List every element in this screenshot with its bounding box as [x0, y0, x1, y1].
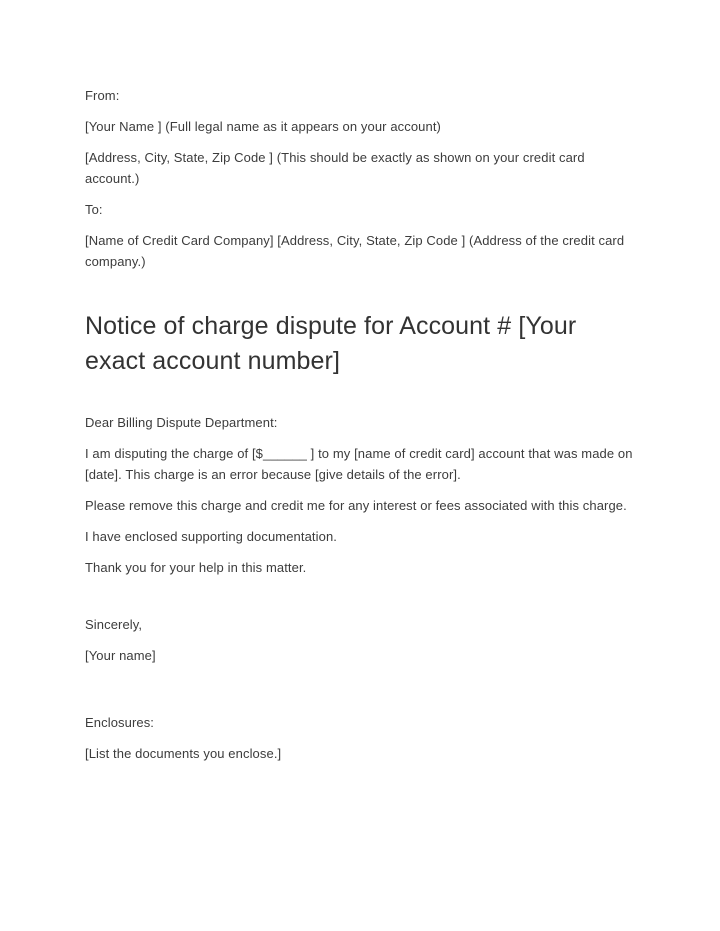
from-label: From: [85, 88, 120, 103]
enclosures-label: Enclosures: [85, 715, 155, 730]
to-label: To: [85, 202, 103, 217]
letter-document [85, 0, 633, 774]
body-paragraph: Please remove this charge and credit me for any interest or fees associated with this charge. [85, 498, 627, 513]
salutation: Dear Billing Dispute Department: [85, 415, 278, 430]
from-name-placeholder: [Your Name ] (Full legal name as it appears on your account) [85, 119, 441, 134]
to-company-placeholder: [Name of Credit Card Company] [Address, City, State, Zip Code ] (Address of the credit card company.) [85, 233, 625, 269]
from-address-placeholder: [Address, City, State, Zip Code ] (This should be exactly as shown on your credit card account.) [85, 150, 585, 186]
enclosures-list-placeholder: [List the documents you enclose.] [85, 746, 282, 761]
letter-subject-heading: Notice of charge dispute for Account # [Your exact account number] [85, 312, 577, 375]
body-paragraph: I have enclosed supporting documentation. [85, 529, 337, 544]
signature-placeholder: [Your name] [85, 648, 156, 663]
body-paragraph: Thank you for your help in this matter. [85, 560, 307, 575]
body-paragraph: I am disputing the charge of [$______ ] to my [name of credit card] account that was made on [date]. This charge is an error because [give details of the error]. [85, 446, 633, 482]
closing: Sincerely, [85, 617, 143, 632]
